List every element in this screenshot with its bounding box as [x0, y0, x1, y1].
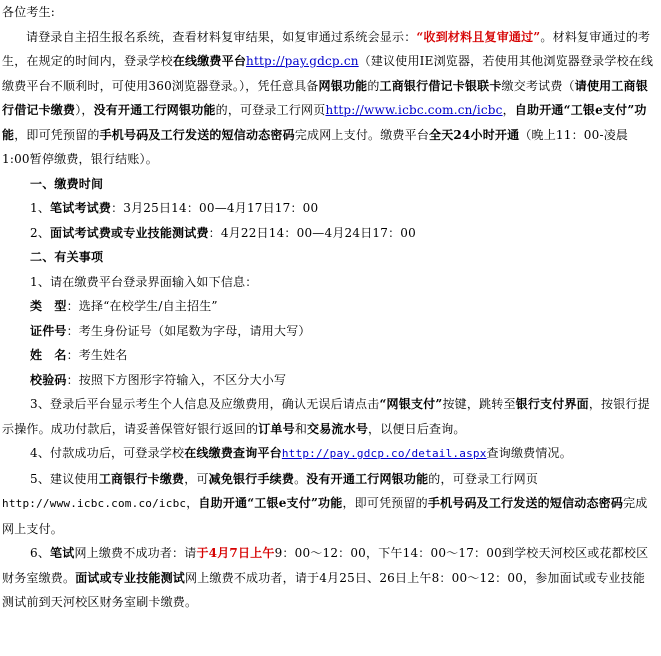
field-label: 姓 名: [30, 348, 67, 362]
icbc-card-text: 工商银行卡缴费: [98, 471, 185, 486]
intro-paragraph: [2, 25, 655, 172]
item-prefix: 6、: [30, 546, 51, 560]
item-text: ，即可凭预留的: [342, 496, 428, 510]
field-label: 类 型: [30, 299, 67, 313]
item-text: 查询缴费情况。: [486, 446, 572, 460]
payment-platform-link[interactable]: http://pay.gdcp.cn: [246, 54, 359, 68]
intro-text: 的: [367, 78, 380, 93]
intro-text: 。材料复审通过的考生，在规定的时间内，登录学校: [2, 29, 651, 68]
item-text: 按键，跳转至: [442, 397, 516, 411]
section-2-item-3: [2, 392, 655, 441]
section-2-title: 二、有关事项: [30, 250, 104, 264]
item-text: ，: [186, 496, 199, 510]
sms-text: 手机号码及工行发送的短信动态密码: [427, 496, 624, 510]
section-1-title: 一、缴费时间: [30, 176, 104, 191]
open-24h-text: 全天24小时开通: [429, 127, 520, 142]
transaction-number-text: 交易流水号: [307, 421, 369, 436]
item-label: 笔试考试费: [50, 201, 112, 215]
section-2-item-1: 1、请在缴费平台登录界面输入如下信息：: [30, 274, 258, 289]
item-text: 的，可登录工行网页: [428, 471, 539, 486]
section-2-item-6: [2, 541, 655, 615]
intro-text: 请登录自主招生报名系统，查看材料复审结果，如复审通过系统会显示：: [26, 29, 417, 44]
no-online-banking-text: 没有开通工行网银功能: [306, 471, 429, 486]
intro-text: 完成网上支付。缴费平台: [294, 127, 430, 142]
item-text: ，按银行提示操作。成功付款后，请妥善保管好银行返回的: [2, 397, 650, 436]
item-text: 4、付款成功后，可登录学校: [30, 446, 185, 460]
icbc-link[interactable]: http://www.icbc.com.cn/icbc: [325, 103, 503, 117]
item-text: 网上缴费不成功者，请于4月25日、26日上午8：00～12：00，参加面试或专业技能测试前到天河校区财务室刷卡缴费。: [2, 570, 646, 609]
item-text: ：4月22日14：00—4月24日17：00: [208, 225, 416, 240]
online-banking-text: 网银功能: [318, 78, 368, 93]
icbc-link[interactable]: http://www.icbc.com.co/icbc: [2, 497, 187, 510]
field-text: ：考生身份证号（如尾数为字母，请用大写）: [66, 323, 311, 338]
field-name: [2, 343, 655, 368]
field-id-number: [2, 319, 655, 344]
interview-label: 面试或专业技能测试: [75, 570, 186, 585]
item-text: 3、登录后平台显示考生个人信息及应缴费用，确认无误后请点击: [30, 397, 380, 411]
item-text: ，可: [184, 471, 209, 486]
item-text: 完成网上支付。: [2, 496, 648, 536]
epay-text: 自助开通“工银e支付”功能: [2, 103, 647, 142]
intro-text: （晚上11：00-凌晨1:00暂停缴费，银行结账）。: [2, 127, 629, 166]
bank-pay-page-text: 银行支付界面: [515, 397, 589, 411]
online-pay-button-text: “网银支付”: [379, 397, 443, 411]
field-label: 校验码: [30, 372, 67, 387]
section-1-item-2: [2, 221, 655, 246]
april-7-morning-text: 于4月7日上午: [196, 546, 275, 560]
greeting: 各位考生:: [2, 5, 56, 19]
item-text: 。: [294, 471, 307, 486]
item-text: 和: [294, 421, 308, 436]
item-text: ，以便日后查询。: [368, 421, 466, 436]
item-text: ：3月25日14：00—4月17日17：00: [111, 201, 319, 215]
item-label: 面试考试费或专业技能测试费: [50, 225, 209, 240]
section-2-item-4: [2, 441, 655, 467]
section-2-item-5: [2, 467, 655, 542]
item-text: 5、建议使用: [30, 471, 99, 486]
use-icbc-card-text: 请使用工商银行借记卡缴费: [2, 78, 648, 117]
item-text: 网上缴费不成功者：请: [74, 546, 197, 560]
intro-text: 缴交考试费（: [501, 78, 575, 93]
field-type: [2, 294, 655, 319]
intro-text: （建议使用IE浏览器，若使用其他浏览器登录学校在线缴费平台不顺利时，可使用360浏览器登录。），凭任意具备: [2, 54, 654, 93]
epay-text: 自助开通“工银e支付”功能: [198, 496, 343, 510]
item-text: 9：00～12：00，下午14：00～17：00到学校天河校区或花都校区财务室缴费。: [2, 546, 649, 585]
item-prefix: 2、: [30, 225, 51, 240]
item-prefix: 1、: [30, 201, 51, 215]
sms-text: 手机号码及工行发送的短信动态密码: [99, 127, 295, 142]
field-text: ：按照下方图形字符输入，不区分大小写: [66, 372, 287, 387]
field-text: ：选择“在校学生/自主招生”: [66, 299, 218, 313]
intro-text: ），: [75, 103, 94, 117]
written-exam-label: 笔试: [50, 546, 75, 560]
query-platform-link[interactable]: http://pay.gdcp.co/detail.aspx: [281, 447, 487, 460]
fee-waiver-text: 减免银行手续费: [208, 471, 295, 486]
field-verify-code: [2, 368, 655, 393]
intro-text: ，即可凭预留的: [14, 127, 100, 142]
intro-text: ，: [502, 103, 515, 117]
field-text: ：考生姓名: [66, 348, 128, 362]
order-number-text: 订单号: [258, 421, 295, 436]
query-platform-label: 在线缴费查询平台: [184, 446, 282, 460]
intro-text: 的，可登录工行网页: [215, 103, 326, 117]
no-online-banking-text: 没有开通工行网银功能: [93, 103, 216, 117]
icbc-card-text: 工商银行借记卡银联卡: [379, 78, 502, 93]
field-label: 证件号: [30, 323, 67, 338]
payment-platform-label: 在线缴费平台: [172, 54, 247, 68]
section-1-item-1: [2, 196, 655, 221]
review-passed-text: “收到材料且复审通过”: [416, 29, 541, 44]
